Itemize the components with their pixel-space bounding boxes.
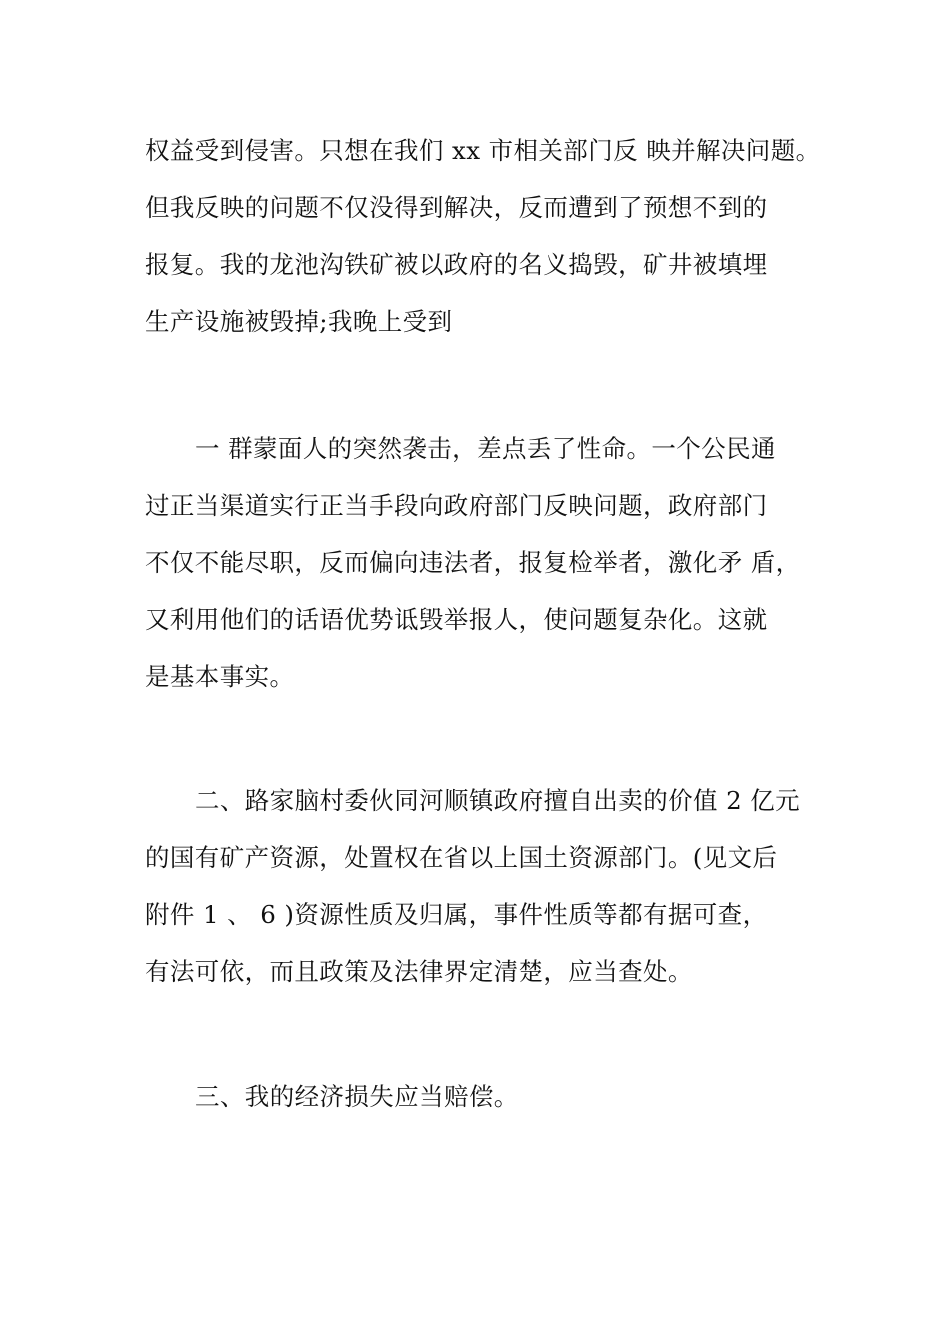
text-line: 但我反映的问题不仅没得到解决，反而遭到了预想不到的	[145, 193, 768, 222]
paragraph-two	[145, 772, 810, 1000]
paragraph-three	[145, 1068, 810, 1125]
text-line: 过正当渠道实行正当手段向政府部门反映问题，政府部门	[145, 491, 768, 520]
text-line: 生产设施被毁掉;我晚上受到	[145, 307, 453, 336]
text-line: 二、路家脑村委伙同河顺镇政府擅自出卖的价值 2 亿元	[195, 786, 801, 815]
text-line: 有法可依，而且政策及法律界定清楚，应当查处。	[145, 957, 693, 986]
text-line: 不仅不能尽职，反而偏向违法者，报复检举者，激化矛 盾，	[145, 548, 801, 577]
text-line: 的国有矿产资源，处置权在省以上国土资源部门。(见文后	[145, 843, 778, 872]
text-line: 权益受到侵害。只想在我们 xx 市相关部门反 映并解决问题。	[145, 136, 821, 165]
text-line: 一 群蒙面人的突然袭击，差点丢了性命。一个公民通	[195, 434, 776, 463]
text-line: 三、我的经济损失应当赔偿。	[195, 1082, 519, 1111]
paragraph-continuation	[145, 122, 821, 350]
text-line: 附件 1 、 6 )资源性质及归属，事件性质等都有据可查，	[145, 900, 768, 929]
text-line: 报复。我的龙池沟铁矿被以政府的名义捣毁，矿井被填埋	[145, 250, 768, 279]
paragraph-one	[145, 420, 810, 705]
text-line: 又利用他们的话语优势诋毁举报人，使问题复杂化。这就	[145, 605, 768, 634]
text-line: 是基本事实。	[145, 662, 295, 691]
